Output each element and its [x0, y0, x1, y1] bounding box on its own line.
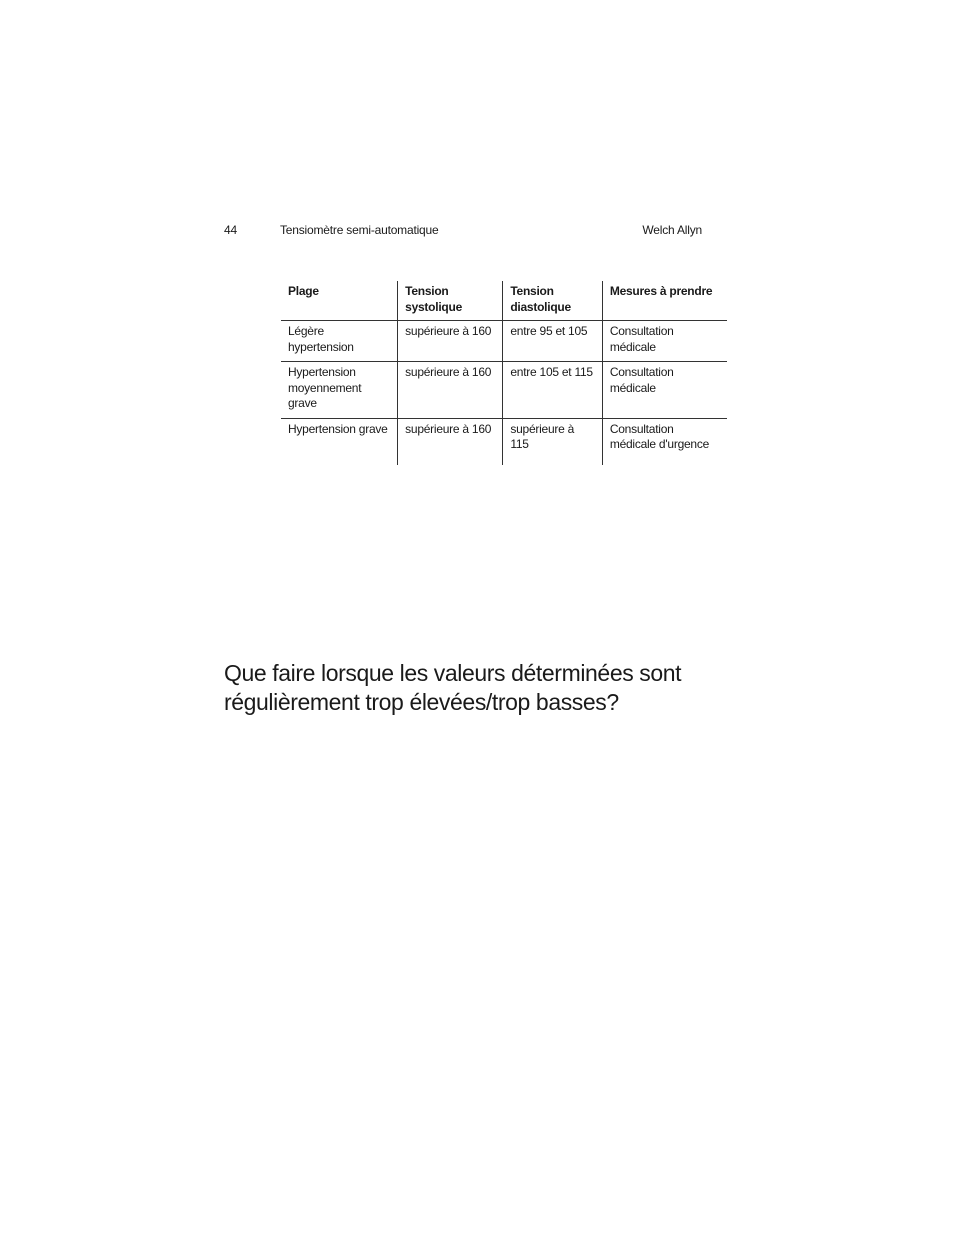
table-row [281, 362, 727, 419]
table-row [281, 418, 727, 465]
column-header-diastolic: Tension diastolique [503, 281, 602, 321]
column-header-range: Plage [281, 281, 398, 321]
cell-systolic: supérieure à 160 [398, 362, 503, 419]
page-header [224, 222, 702, 238]
brand-name: Welch Allyn [642, 223, 702, 237]
table-header-row [281, 281, 727, 321]
column-header-systolic: Tension systolique [398, 281, 503, 321]
cell-actions: Consultation médicale [602, 321, 727, 362]
cell-diastolic: entre 105 et 115 [503, 362, 602, 419]
cell-systolic: supérieure à 160 [398, 321, 503, 362]
cell-diastolic: supérieure à 115 [503, 418, 602, 465]
page-number: 44 [224, 223, 237, 237]
cell-actions: Consultation médicale d'urgence [602, 418, 727, 465]
cell-diastolic: entre 95 et 105 [503, 321, 602, 362]
column-header-actions: Mesures à prendre [602, 281, 727, 321]
cell-range: Légère hypertension [281, 321, 398, 362]
cell-actions: Consultation médicale [602, 362, 727, 419]
cell-systolic: supérieure à 160 [398, 418, 503, 465]
document-title: Tensiomètre semi-automatique [280, 223, 439, 237]
table-row [281, 321, 727, 362]
cell-range: Hypertension moyennement grave [281, 362, 398, 419]
cell-range: Hypertension grave [288, 421, 388, 436]
section-heading: Que faire lorsque les valeurs déterminées sont régulièrement trop élevées/trop basses? [224, 660, 682, 715]
blood-pressure-table [281, 281, 727, 465]
